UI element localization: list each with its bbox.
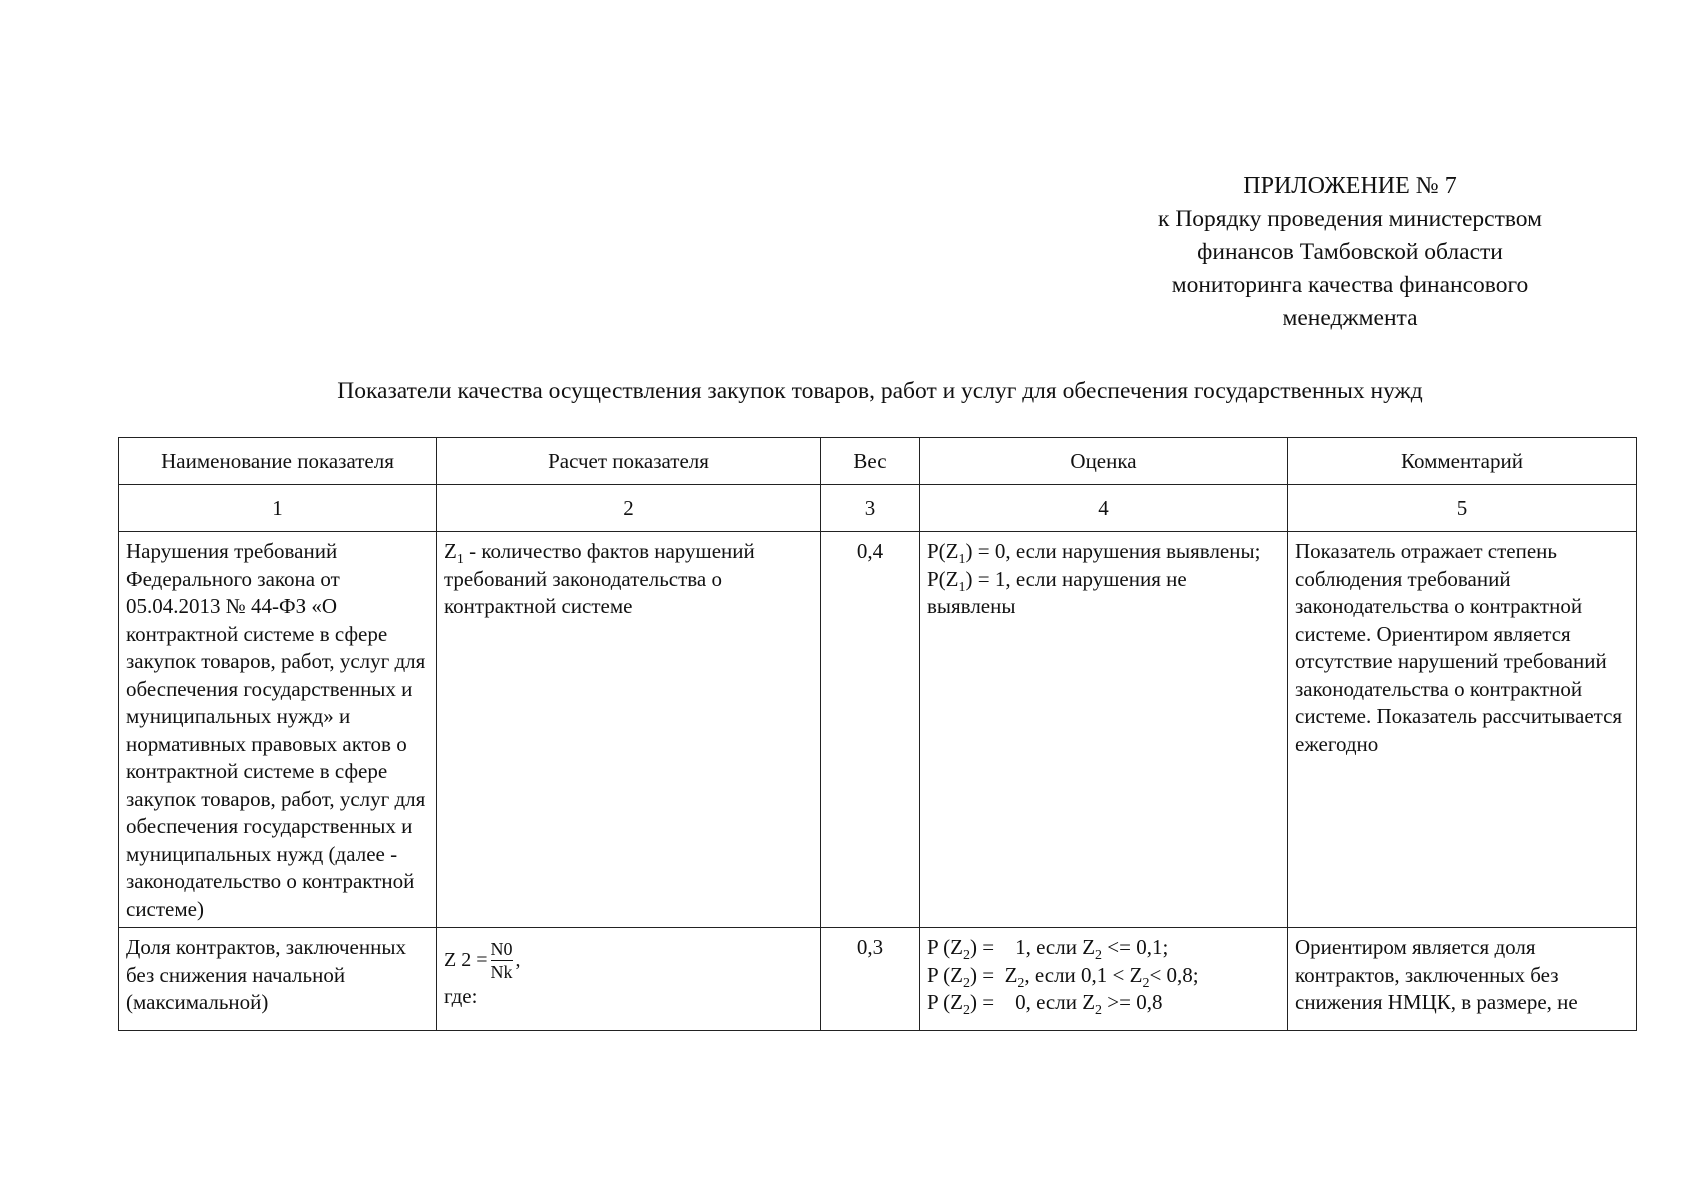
indicator-calculation — [437, 532, 821, 928]
eval-text: < 0,8; — [1149, 962, 1199, 987]
column-number: 4 — [920, 485, 1288, 532]
eval-text: ) = 0, если нарушения выявлены; — [965, 539, 1261, 563]
column-header: Расчет показателя — [437, 438, 821, 485]
eval-text: ) = 0, если Z — [969, 990, 1096, 1014]
calculation-text: - количество фактов нарушений требований законодательства о контрактной системе — [444, 539, 755, 618]
indicator-name: Доля контрактов, заключенных без снижения начальной (максимальной) — [119, 928, 437, 1031]
column-number: 5 — [1288, 485, 1637, 532]
column-number: 1 — [119, 485, 437, 532]
fraction — [491, 938, 513, 983]
eval-subscript: 1 — [958, 552, 966, 568]
table-header-row — [119, 438, 1637, 485]
indicator-name: Нарушения требований Федерального закона от 05.04.2013 № 44-ФЗ «О контрактной системе в сфере закупок товаров, работ, услуг для обеспечения государственных и муниципальных нужд» и нормативных правовых актов о контрактной системе в сфере закупок товаров, работ, услуг для обеспечения государственных и муниципальных нужд (далее - законодательство о контрактной системе) — [119, 532, 437, 928]
document-title: Показатели качества осуществления закупок товаров, работ и услуг для обеспечения государственных нужд — [337, 378, 1423, 404]
evaluation-line — [927, 538, 1280, 566]
appendix-header — [1115, 170, 1585, 335]
appendix-line: финансов Тамбовской области — [1197, 239, 1503, 265]
eval-subscript: 1 — [958, 579, 966, 595]
indicator-calculation — [437, 928, 821, 1031]
formula-tail: , — [515, 948, 521, 971]
evaluation-line — [927, 566, 1280, 621]
eval-subscript: 2 — [1017, 975, 1025, 991]
eval-text: P (Z — [927, 935, 963, 959]
eval-text: <= 0,1; — [1102, 935, 1169, 959]
column-number-row — [119, 485, 1637, 532]
column-header: Оценка — [920, 438, 1288, 485]
eval-subscript: 2 — [1095, 1003, 1103, 1019]
eval-subscript: 2 — [962, 1003, 970, 1019]
appendix-number: ПРИЛОЖЕНИЕ № 7 — [1243, 173, 1457, 199]
ratio-formula — [444, 938, 521, 983]
column-header: Наименование показателя — [119, 438, 437, 485]
eval-subscript: 2 — [1095, 948, 1103, 964]
indicators-table — [118, 437, 1637, 1031]
indicator-evaluation — [920, 928, 1288, 1031]
eval-text: P (Z — [927, 962, 963, 987]
indicator-comment: Ориентиром является доля контрактов, заключенных без снижения НМЦК, в размере, не — [1288, 928, 1637, 1031]
table-row — [119, 928, 1637, 1031]
calculation-where: где: — [444, 984, 478, 1008]
column-number: 2 — [437, 485, 821, 532]
fraction-denominator: Nk — [490, 962, 513, 982]
eval-text: , если 0,1 < Z — [1024, 962, 1143, 987]
indicator-weight: 0,3 — [821, 928, 920, 1031]
appendix-line: к Порядку проведения министерством — [1158, 206, 1542, 232]
eval-text: ) = Z — [969, 962, 1018, 987]
variable-subscript: 1 — [456, 552, 464, 568]
appendix-line: мониторинга качества финансового — [1171, 272, 1529, 298]
eval-text: P(Z — [927, 566, 959, 591]
indicator-weight: 0,4 — [821, 532, 920, 928]
eval-text: P (Z — [927, 990, 963, 1014]
evaluation-line — [927, 989, 1280, 1017]
eval-subscript: 2 — [962, 948, 970, 964]
column-header: Комментарий — [1288, 438, 1637, 485]
column-number: 3 — [821, 485, 920, 532]
table-row — [119, 532, 1637, 928]
evaluation-line — [927, 934, 1280, 962]
eval-subscript: 2 — [962, 975, 970, 991]
evaluation-line — [927, 962, 1280, 990]
eval-text: >= 0,8 — [1102, 990, 1163, 1014]
formula-lhs: Z 2 = — [444, 948, 488, 971]
column-header: Вес — [821, 438, 920, 485]
eval-text: ) = 1, если нарушения не выявлены — [927, 566, 1187, 618]
variable-symbol: Z — [444, 539, 457, 563]
fraction-numerator: N0 — [490, 939, 513, 959]
indicator-evaluation — [920, 532, 1288, 928]
appendix-line: менеджмента — [1282, 305, 1418, 331]
eval-text: P(Z — [927, 539, 959, 563]
eval-text: ) = 1, если Z — [969, 935, 1096, 959]
eval-subscript: 2 — [1142, 975, 1150, 991]
indicator-comment: Показатель отражает степень соблюдения требований законодательства о контрактной системе. Ориентиром является отсутствие нарушений требований законодательства о контрактной системе. Показатель рассчитывается ежегодно — [1288, 532, 1637, 928]
